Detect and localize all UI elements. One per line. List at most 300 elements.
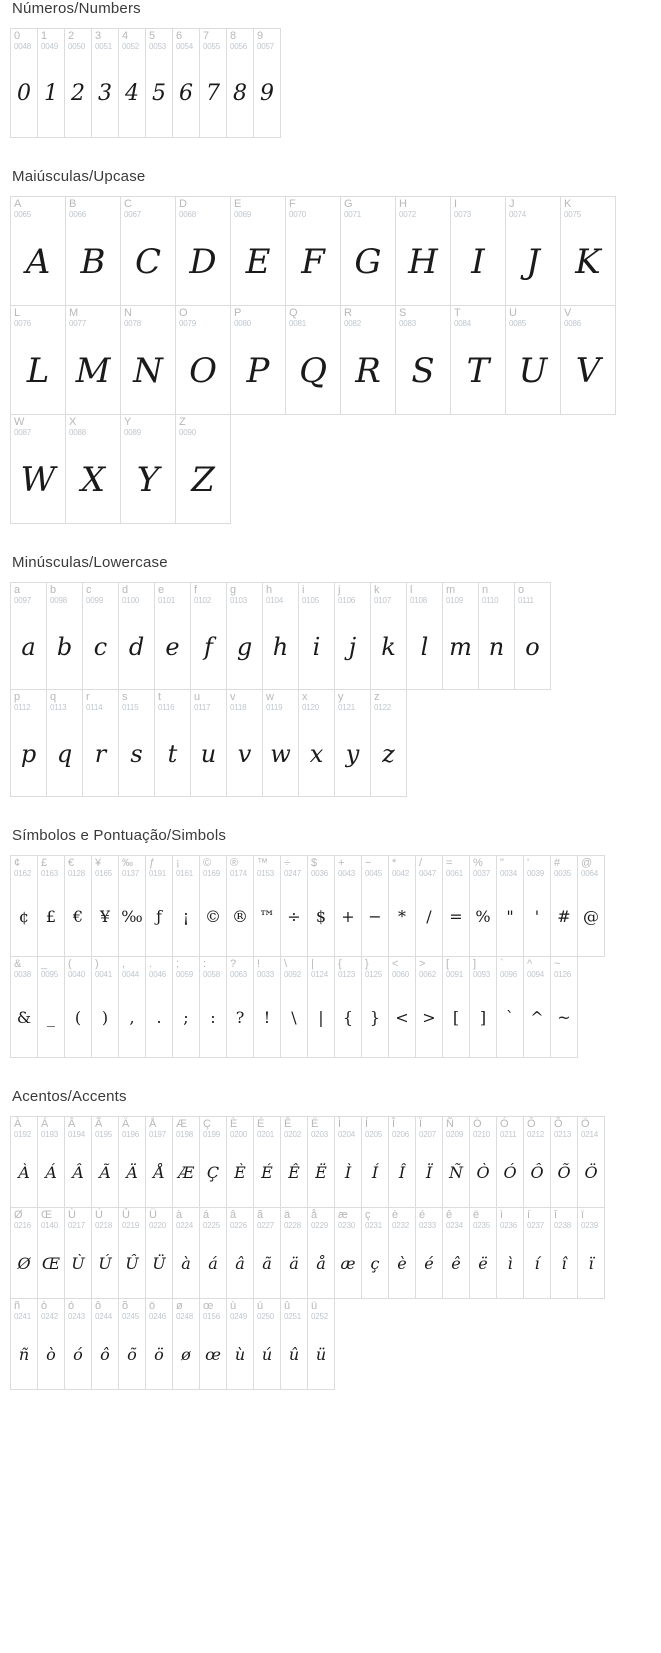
glyph-cell[interactable] <box>145 1207 173 1299</box>
glyph-cell[interactable] <box>388 956 416 1058</box>
glyph-char-code: 0089 <box>124 427 141 437</box>
glyph-cell[interactable] <box>395 196 451 306</box>
glyph-char-label: A <box>14 198 22 210</box>
glyph-cell[interactable] <box>496 1207 524 1299</box>
glyph-char-label: C <box>124 198 132 210</box>
glyph-cell[interactable] <box>442 956 470 1058</box>
glyph-cell[interactable] <box>199 28 227 138</box>
glyph-char-label: Ï <box>419 1118 423 1130</box>
glyph-cell[interactable] <box>65 414 121 524</box>
glyph-cell[interactable] <box>199 1298 227 1390</box>
glyph-preview: ÷ <box>287 907 301 927</box>
glyph-cell[interactable] <box>253 1116 281 1208</box>
glyph-preview: w <box>270 739 291 768</box>
glyph-char-label: è <box>392 1209 399 1221</box>
glyph-cell[interactable] <box>46 582 83 690</box>
glyph-char-code: 0086 <box>564 318 581 328</box>
glyph-cell[interactable] <box>262 582 299 690</box>
glyph-preview: " <box>506 907 514 927</box>
glyph-char-code: 0054 <box>176 41 193 51</box>
glyph-cell[interactable] <box>253 28 281 138</box>
glyph-cell[interactable] <box>10 1116 38 1208</box>
glyph-cell[interactable] <box>514 582 551 690</box>
glyph-char-code: 0236 <box>500 1220 517 1230</box>
glyph-cell[interactable] <box>37 855 65 957</box>
glyph-cell[interactable] <box>10 1207 38 1299</box>
glyph-cell[interactable] <box>442 1116 470 1208</box>
glyph-cell[interactable] <box>442 582 479 690</box>
glyph-char-code: 0241 <box>14 1311 31 1321</box>
glyph-cell[interactable] <box>10 689 47 797</box>
glyph-char-code: 0217 <box>68 1220 85 1230</box>
glyph-char-code: 0034 <box>500 868 517 878</box>
glyph-cell[interactable] <box>226 1207 254 1299</box>
glyph-cell[interactable] <box>307 1116 335 1208</box>
glyph-char-label: ( <box>68 958 72 970</box>
glyph-cell[interactable] <box>120 305 176 415</box>
glyph-char-label: î <box>554 1209 558 1221</box>
glyph-preview: 5 <box>152 81 166 107</box>
glyph-cell[interactable] <box>361 1116 389 1208</box>
glyph-preview: @ <box>583 907 599 927</box>
glyph-char-code: 0098 <box>50 595 67 605</box>
glyph-char-label: ¥ <box>95 857 102 869</box>
glyph-cell[interactable] <box>523 1116 551 1208</box>
glyph-cell[interactable] <box>253 1207 281 1299</box>
glyph-char-label: d <box>122 584 129 596</box>
glyph-cell[interactable] <box>307 1298 335 1390</box>
glyph-char-label: $ <box>311 857 318 869</box>
glyph-cell[interactable] <box>37 1207 65 1299</box>
glyph-char-code: 0192 <box>14 1129 31 1139</box>
glyph-cell[interactable] <box>120 414 176 524</box>
glyph-cell[interactable] <box>226 1298 254 1390</box>
glyph-cell[interactable] <box>550 1116 578 1208</box>
glyph-cell[interactable] <box>118 1116 146 1208</box>
glyph-cell[interactable] <box>82 582 119 690</box>
glyph-char-label: B <box>69 198 77 210</box>
glyph-cell[interactable] <box>190 689 227 797</box>
glyph-char-label: a <box>14 584 21 596</box>
glyph-char-code: 0234 <box>446 1220 463 1230</box>
glyph-char-code: 0037 <box>473 868 490 878</box>
glyph-preview: Ø <box>17 1254 31 1274</box>
glyph-preview: ¡ <box>182 907 190 927</box>
glyph-cell-header <box>443 957 469 979</box>
glyph-cell[interactable] <box>172 855 200 957</box>
glyph-cell[interactable] <box>118 855 146 957</box>
glyph-cell[interactable] <box>175 414 231 524</box>
glyph-cell-header <box>121 197 175 219</box>
glyph-cell[interactable] <box>334 1207 362 1299</box>
glyph-cell[interactable] <box>388 1207 416 1299</box>
glyph-cell[interactable] <box>82 689 119 797</box>
glyph-cell[interactable] <box>226 582 263 690</box>
glyph-char-code: 0206 <box>392 1129 409 1139</box>
glyph-char-label: ö <box>149 1300 156 1312</box>
glyph-preview: © <box>205 907 221 927</box>
glyph-cell[interactable] <box>496 855 524 957</box>
glyph-cell[interactable] <box>577 1116 605 1208</box>
glyph-cell[interactable] <box>64 1298 92 1390</box>
glyph-preview: û <box>288 1345 300 1365</box>
glyph-cell[interactable] <box>226 28 254 138</box>
glyph-char-code: 0100 <box>122 595 139 605</box>
glyph-char-label: Ì <box>338 1118 342 1130</box>
glyph-char-label: ñ <box>14 1300 21 1312</box>
glyph-cell[interactable] <box>280 1207 308 1299</box>
glyph-cell[interactable] <box>340 196 396 306</box>
glyph-cell-header <box>227 957 253 979</box>
glyph-cell[interactable] <box>280 956 308 1058</box>
glyph-cell-header <box>497 957 523 979</box>
glyph-cell[interactable] <box>334 956 362 1058</box>
glyph-cell[interactable] <box>226 689 263 797</box>
glyph-cell-header <box>11 856 37 878</box>
glyph-preview: { <box>342 1008 354 1028</box>
glyph-cell[interactable] <box>560 305 616 415</box>
glyph-char-code: 0035 <box>554 868 571 878</box>
glyph-cell[interactable] <box>10 305 66 415</box>
glyph-char-label: [ <box>446 958 450 970</box>
glyph-cell[interactable] <box>118 1207 146 1299</box>
glyph-preview: Ê <box>288 1163 300 1183</box>
glyph-cell[interactable] <box>262 689 299 797</box>
glyph-cell[interactable] <box>10 956 38 1058</box>
glyph-cell[interactable] <box>37 1298 65 1390</box>
glyph-cell[interactable] <box>64 28 92 138</box>
glyph-cell[interactable] <box>523 855 551 957</box>
glyph-cell[interactable] <box>230 196 286 306</box>
glyph-cell[interactable] <box>91 855 119 957</box>
glyph-cell[interactable] <box>199 1207 227 1299</box>
glyph-cell[interactable] <box>334 855 362 957</box>
glyph-char-code: 0079 <box>179 318 196 328</box>
glyph-cell[interactable] <box>361 1207 389 1299</box>
section-title: Acentos/Accents <box>12 1088 127 1105</box>
glyph-cell[interactable] <box>523 956 551 1058</box>
glyph-cell[interactable] <box>91 1207 119 1299</box>
glyph-char-code: 0039 <box>527 868 544 878</box>
glyph-cell[interactable] <box>307 855 335 957</box>
glyph-cell[interactable] <box>91 956 119 1058</box>
glyph-cell[interactable] <box>10 582 47 690</box>
glyph-cell[interactable] <box>199 855 227 957</box>
glyph-row <box>11 1208 651 1299</box>
glyph-char-code: 0126 <box>554 969 571 979</box>
glyph-cell[interactable] <box>577 1207 605 1299</box>
glyph-char-label: 5 <box>149 30 156 42</box>
glyph-cell[interactable] <box>334 582 371 690</box>
glyph-cell-header <box>65 957 91 979</box>
glyph-cell-header <box>173 1208 199 1230</box>
glyph-cell-header <box>451 197 505 219</box>
glyph-cell[interactable] <box>120 196 176 306</box>
glyph-cell-header <box>470 1208 496 1230</box>
glyph-char-code: 0059 <box>176 969 193 979</box>
glyph-cell[interactable] <box>415 855 443 957</box>
glyph-cell[interactable] <box>442 1207 470 1299</box>
glyph-cell-header <box>524 1208 550 1230</box>
glyph-cell-header <box>308 1299 334 1321</box>
glyph-cell[interactable] <box>370 582 407 690</box>
glyph-char-label: À <box>14 1118 22 1130</box>
glyph-cell[interactable] <box>172 1207 200 1299</box>
glyph-char-code: 0229 <box>311 1220 328 1230</box>
glyph-char-label: O <box>179 307 188 319</box>
glyph-cell[interactable] <box>395 305 451 415</box>
glyph-cell[interactable] <box>298 689 335 797</box>
glyph-cell[interactable] <box>145 956 173 1058</box>
glyph-cell[interactable] <box>10 196 66 306</box>
glyph-char-label: Á <box>41 1118 49 1130</box>
glyph-cell[interactable] <box>280 855 308 957</box>
glyph-char-label: Ô <box>527 1118 536 1130</box>
glyph-preview: ú <box>261 1345 273 1365</box>
glyph-cell[interactable] <box>388 1116 416 1208</box>
glyph-cell[interactable] <box>560 196 616 306</box>
glyph-char-code: 0072 <box>399 209 416 219</box>
glyph-cell[interactable] <box>450 196 506 306</box>
glyph-cell-header <box>200 1208 226 1230</box>
glyph-cell[interactable] <box>226 956 254 1058</box>
glyph-cell[interactable] <box>91 1298 119 1390</box>
glyph-cell-header <box>227 29 253 51</box>
glyph-preview: c <box>93 632 108 661</box>
glyph-cell[interactable] <box>469 1207 497 1299</box>
glyph-preview: â <box>235 1254 245 1274</box>
glyph-preview: − <box>368 907 382 927</box>
glyph-cell[interactable] <box>37 28 65 138</box>
glyph-preview: 2 <box>71 81 85 107</box>
glyph-char-code: 0246 <box>149 1311 166 1321</box>
glyph-char-label: r <box>86 691 90 703</box>
glyph-cell[interactable] <box>175 305 231 415</box>
glyph-cell-header <box>191 583 226 605</box>
glyph-cell-header <box>146 957 172 979</box>
glyph-preview: T <box>466 350 490 391</box>
glyph-cell[interactable] <box>226 855 254 957</box>
glyph-cell[interactable] <box>199 956 227 1058</box>
glyph-cell[interactable] <box>307 956 335 1058</box>
glyph-cell[interactable] <box>406 582 443 690</box>
glyph-cell[interactable] <box>298 582 335 690</box>
glyph-char-code: 0097 <box>14 595 31 605</box>
glyph-cell[interactable] <box>496 956 524 1058</box>
glyph-cell[interactable] <box>230 305 286 415</box>
glyph-char-label: Ø <box>14 1209 23 1221</box>
glyph-preview: % <box>475 907 491 927</box>
glyph-preview: í <box>534 1254 540 1274</box>
glyph-preview: é <box>424 1254 434 1274</box>
glyph-char-code: 0076 <box>14 318 31 328</box>
glyph-char-code: 0174 <box>230 868 247 878</box>
glyph-cell[interactable] <box>37 956 65 1058</box>
glyph-char-code: 0249 <box>230 1311 247 1321</box>
glyph-cell-header <box>47 583 82 605</box>
glyph-char-code: 0123 <box>338 969 355 979</box>
glyph-cell-header <box>11 306 65 328</box>
glyph-cell[interactable] <box>64 956 92 1058</box>
glyph-char-label: ƒ <box>149 857 156 869</box>
glyph-cell[interactable] <box>118 956 146 1058</box>
glyph-cell[interactable] <box>175 196 231 306</box>
glyph-cell-header <box>551 1208 577 1230</box>
glyph-char-code: 0235 <box>473 1220 490 1230</box>
glyph-char-code: 0124 <box>311 969 328 979</box>
glyph-cell[interactable] <box>10 1298 38 1390</box>
glyph-cell[interactable] <box>172 28 200 138</box>
glyph-char-label: W <box>14 416 25 428</box>
glyph-cell[interactable] <box>10 855 38 957</box>
glyph-cell[interactable] <box>10 28 38 138</box>
glyph-char-label: Ç <box>203 1118 211 1130</box>
glyph-cell[interactable] <box>370 689 407 797</box>
glyph-cell[interactable] <box>172 956 200 1058</box>
glyph-cell[interactable] <box>280 1298 308 1390</box>
glyph-char-label: ø <box>176 1300 183 1312</box>
glyph-cell[interactable] <box>91 1116 119 1208</box>
glyph-char-code: 0082 <box>344 318 361 328</box>
glyph-char-label: " <box>500 857 504 869</box>
glyph-char-code: 0048 <box>14 41 31 51</box>
glyph-char-code: 0238 <box>554 1220 571 1230</box>
glyph-preview: Ä <box>126 1163 138 1183</box>
glyph-char-code: 0084 <box>454 318 471 328</box>
glyph-cell[interactable] <box>505 196 561 306</box>
glyph-preview: v <box>237 739 252 768</box>
glyph-cell[interactable] <box>154 689 191 797</box>
glyph-cell[interactable] <box>285 196 341 306</box>
glyph-cell[interactable] <box>145 855 173 957</box>
glyph-cell[interactable] <box>280 1116 308 1208</box>
glyph-cell[interactable] <box>334 1116 362 1208</box>
glyph-char-code: 0207 <box>419 1129 436 1139</box>
glyph-char-label: S <box>399 307 407 319</box>
glyph-char-label: s <box>122 691 128 703</box>
glyph-char-code: 0085 <box>509 318 526 328</box>
glyph-cell-header <box>200 29 226 51</box>
glyph-cell[interactable] <box>145 1298 173 1390</box>
glyph-cell[interactable] <box>550 956 578 1058</box>
glyph-cell-header <box>371 690 406 712</box>
glyph-cell[interactable] <box>253 855 281 957</box>
glyph-cell[interactable] <box>496 1116 524 1208</box>
glyph-cell-header <box>308 856 334 878</box>
glyph-cell[interactable] <box>340 305 396 415</box>
glyph-cell[interactable] <box>307 1207 335 1299</box>
glyph-cell[interactable] <box>450 305 506 415</box>
glyph-cell[interactable] <box>415 956 443 1058</box>
glyph-cell-header <box>11 1208 37 1230</box>
glyph-char-label: , <box>122 958 126 970</box>
glyph-cell-header <box>119 957 145 979</box>
glyph-char-code: 0156 <box>203 1311 220 1321</box>
glyph-cell-header <box>155 690 190 712</box>
glyph-cell[interactable] <box>37 1116 65 1208</box>
glyph-cell-header <box>227 1208 253 1230</box>
glyph-cell[interactable] <box>64 855 92 957</box>
glyph-cell-header <box>65 1208 91 1230</box>
glyph-cell[interactable] <box>285 305 341 415</box>
glyph-cell[interactable] <box>469 855 497 957</box>
glyph-char-code: 0110 <box>482 595 499 605</box>
glyph-cell[interactable] <box>415 1207 443 1299</box>
glyph-char-code: 0033 <box>257 969 274 979</box>
glyph-cell[interactable] <box>65 305 121 415</box>
glyph-cell-header <box>173 957 199 979</box>
glyph-cell[interactable] <box>118 689 155 797</box>
glyph-char-label: ã <box>257 1209 264 1221</box>
glyph-cell[interactable] <box>469 956 497 1058</box>
glyph-cell-header <box>146 1299 172 1321</box>
glyph-cell[interactable] <box>10 414 66 524</box>
glyph-preview: 6 <box>179 81 193 107</box>
glyph-char-label: T <box>454 307 461 319</box>
glyph-cell[interactable] <box>64 1207 92 1299</box>
glyph-cell[interactable] <box>361 956 389 1058</box>
glyph-cell[interactable] <box>334 689 371 797</box>
glyph-cell[interactable] <box>226 1116 254 1208</box>
glyph-char-code: 0193 <box>41 1129 58 1139</box>
glyph-preview: ã <box>262 1254 272 1274</box>
glyph-char-code: 0055 <box>203 41 220 51</box>
glyph-char-label: b <box>50 584 57 596</box>
glyph-cell[interactable] <box>91 28 119 138</box>
glyph-cell[interactable] <box>172 1298 200 1390</box>
glyph-cell[interactable] <box>154 582 191 690</box>
glyph-cell[interactable] <box>478 582 515 690</box>
glyph-char-code: 0211 <box>500 1129 517 1139</box>
glyph-cell-header <box>497 856 523 878</box>
glyph-cell[interactable] <box>523 1207 551 1299</box>
glyph-char-code: 0202 <box>284 1129 301 1139</box>
glyph-cell[interactable] <box>550 1207 578 1299</box>
glyph-row <box>11 856 651 957</box>
glyph-cell[interactable] <box>577 855 605 957</box>
glyph-cell[interactable] <box>145 1116 173 1208</box>
glyph-cell[interactable] <box>190 582 227 690</box>
glyph-cell[interactable] <box>65 196 121 306</box>
glyph-preview: F <box>301 241 325 282</box>
glyph-cell[interactable] <box>388 855 416 957</box>
glyph-preview: Q <box>299 350 327 391</box>
glyph-cell[interactable] <box>550 855 578 957</box>
glyph-cell[interactable] <box>253 1298 281 1390</box>
glyph-cell[interactable] <box>46 689 83 797</box>
glyph-char-code: 0225 <box>203 1220 220 1230</box>
glyph-char-code: 0067 <box>124 209 141 219</box>
glyph-cell[interactable] <box>118 582 155 690</box>
glyph-cell[interactable] <box>145 28 173 138</box>
glyph-cell[interactable] <box>253 956 281 1058</box>
glyph-cell[interactable] <box>118 1298 146 1390</box>
glyph-preview: á <box>208 1254 218 1274</box>
glyph-preview: ! <box>263 1008 271 1028</box>
glyph-cell[interactable] <box>361 855 389 957</box>
glyph-cell[interactable] <box>64 1116 92 1208</box>
glyph-char-code: 0083 <box>399 318 416 328</box>
glyph-cell[interactable] <box>118 28 146 138</box>
glyph-cell[interactable] <box>172 1116 200 1208</box>
glyph-cell[interactable] <box>442 855 470 957</box>
glyph-cell-header <box>92 29 118 51</box>
glyph-cell[interactable] <box>199 1116 227 1208</box>
glyph-cell[interactable] <box>469 1116 497 1208</box>
glyph-cell[interactable] <box>415 1116 443 1208</box>
glyph-cell-header <box>254 1208 280 1230</box>
glyph-cell[interactable] <box>505 305 561 415</box>
